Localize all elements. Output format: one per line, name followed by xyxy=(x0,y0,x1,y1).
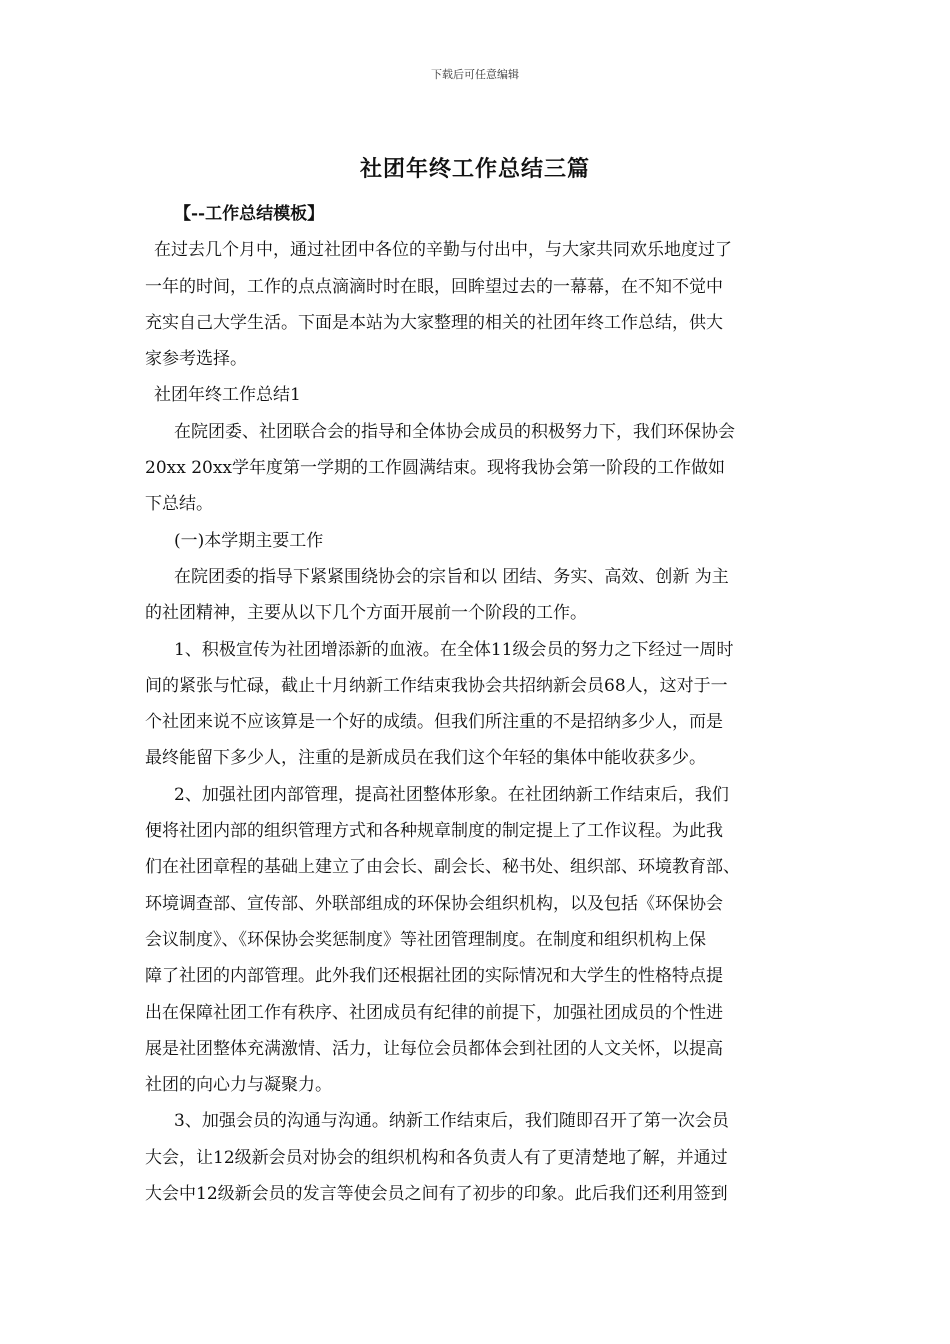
document-body xyxy=(145,196,807,1212)
text-line: 们在社团章程的基础上建立了由会长、副会长、秘书处、组织部、环境教育部、 xyxy=(145,857,740,878)
text-line: 2、加强社团内部管理，提高社团整体形象。在社团纳新工作结束后，我们 xyxy=(174,784,729,805)
text-line: 在过去几个月中，通过社团中各位的辛勤与付出中，与大家共同欢乐地度过了 xyxy=(154,240,732,261)
text-line: 在院团委、社团联合会的指导和全体协会成员的积极努力下，我们环保协会 xyxy=(174,421,735,442)
text-line: 会议制度》、《环保协会奖惩制度》等社团管理制度。在制度和组织机构上保 xyxy=(145,929,706,950)
text-line: 一年的时间，工作的点点滴滴时时在眼，回眸望过去的一幕幕，在不知不觉中 xyxy=(145,276,723,297)
text-line: 环境调查部、宣传部、外联部组成的环保协会组织机构，以及包括《环保协会 xyxy=(145,893,723,914)
text-line: 的社团精神，主要从以下几个方面开展前一个阶段的工作。 xyxy=(145,603,587,624)
text-line: 个社团来说不应该算是一个好的成绩。但我们所注重的不是招纳多少人，而是 xyxy=(145,712,723,733)
text-line: 大会中12级新会员的发言等使会员之间有了初步的印象。此后我们还利用签到 xyxy=(145,1184,728,1205)
text-line: 3、加强会员的沟通与沟通。纳新工作结束后，我们随即召开了第一次会员 xyxy=(174,1111,729,1132)
text-line: 充实自己大学生活。下面是本站为大家整理的相关的社团年终工作总结，供大 xyxy=(145,312,723,333)
text-line: 出在保障社团工作有秩序、社团成员有纪律的前提下，加强社团成员的个性进 xyxy=(145,1002,723,1023)
text-line: 【--工作总结模板】 xyxy=(174,204,325,224)
text-line: 1、积极宣传为社团增添新的血液。在全体11级会员的努力之下经过一周时 xyxy=(174,639,734,660)
text-line: 便将社团内部的组织管理方式和各种规章制度的制定提上了工作议程。为此我 xyxy=(145,821,723,842)
text-line: 社团的向心力与凝聚力。 xyxy=(145,1075,332,1096)
text-line: 展是社团整体充满激情、活力，让每位会员都体会到社团的人文关怀，以提高 xyxy=(145,1038,723,1059)
page-title: 社团年终工作总结三篇 xyxy=(359,156,590,182)
text-line: 障了社团的内部管理。此外我们还根据社团的实际情况和大学生的性格特点提 xyxy=(145,966,723,987)
text-line: 20xx 20xx学年度第一学期的工作圆满结束。现将我协会第一阶段的工作做如 xyxy=(145,458,726,479)
text-line: (一)本学期主要工作 xyxy=(174,530,324,551)
text-line: 在院团委的指导下紧紧围绕协会的宗旨和以 团结、务实、高效、创新 为主 xyxy=(174,566,729,587)
text-line: 间的紧张与忙碌，截止十月纳新工作结束我协会共招纳新会员68人，这对于一 xyxy=(145,675,728,696)
text-line: 社团年终工作总结1 xyxy=(154,385,301,406)
text-line: 下总结。 xyxy=(145,494,213,515)
text-line: 家参考选择。 xyxy=(145,349,247,370)
header-note: 下载后可任意编辑 xyxy=(431,68,519,81)
text-line: 大会，让12级新会员对协会的组织机构和各负责人有了更清楚地了解，并通过 xyxy=(145,1147,728,1168)
text-line: 最终能留下多少人，注重的是新成员在我们这个年轻的集体中能收获多少。 xyxy=(145,748,706,769)
